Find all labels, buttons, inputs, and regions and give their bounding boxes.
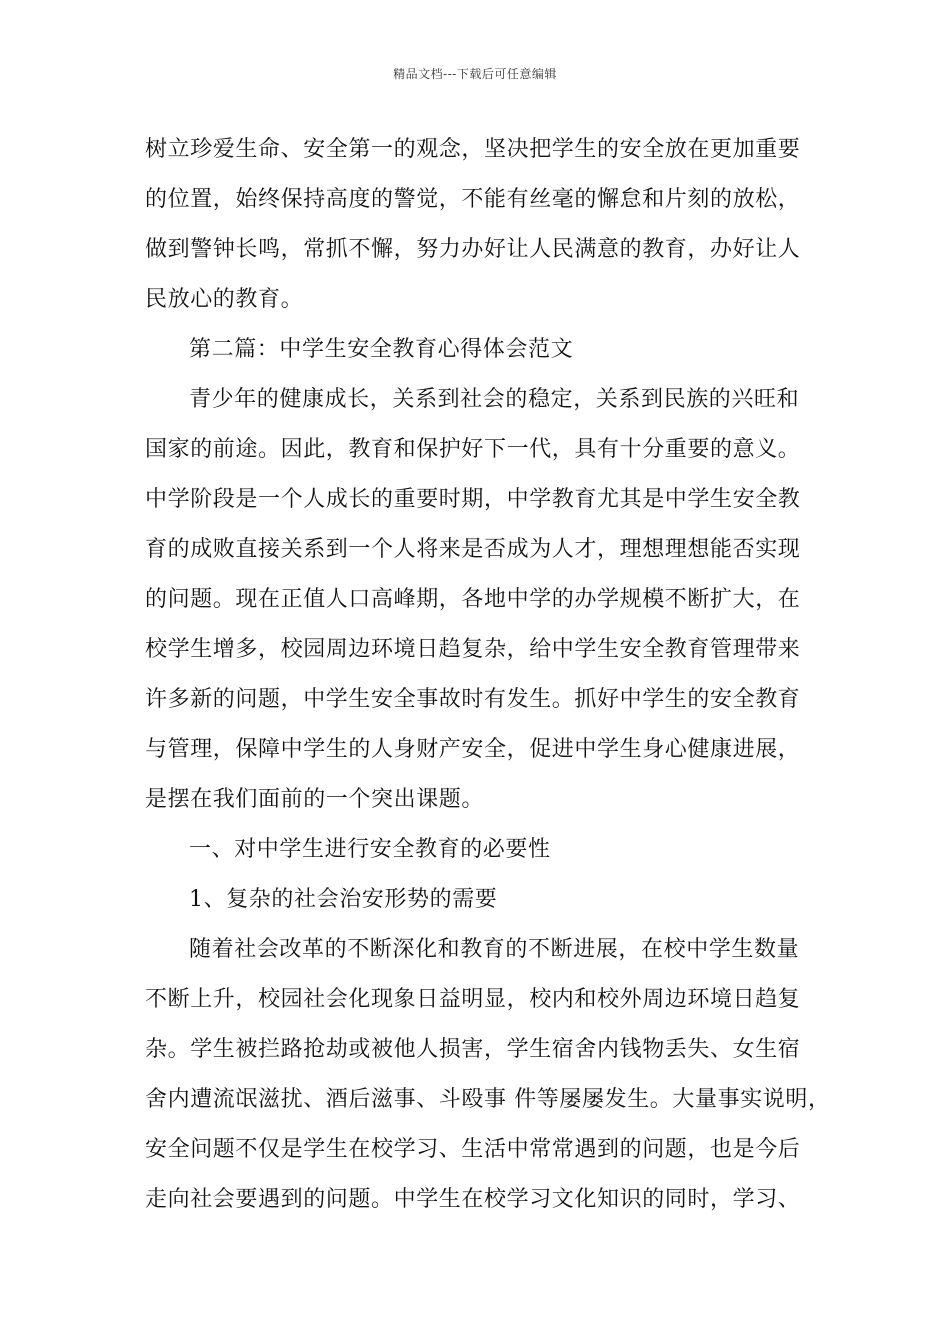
text-line: 青少年的健康成长，关系到社会的稳定，关系到民族的兴旺和	[189, 387, 800, 412]
text-line: 的问题。现在正值人口高峰期，各地中学的办学规模不断扩大，在	[145, 587, 801, 612]
text-line: 与管理，保障中学生的人身财产安全，促进中学生身心健康进展，	[145, 737, 801, 762]
text-line: 许多新的问题，中学生安全事故时有发生。抓好中学生的安全教育	[145, 687, 801, 712]
section-heading: 第二篇：中学生安全教育心得体会范文	[189, 337, 574, 362]
text-line: 不断上升，校园社会化现象日益明显，校内和校外周边环境日趋复	[145, 987, 801, 1012]
text-line: 随着社会改革的不断深化和教育的不断进展，在校中学生数量	[189, 937, 800, 962]
page-header: 精品文档---下载后可任意编辑	[393, 67, 557, 81]
text-line: 做到警钟长鸣，常抓不懈，努力办好让人民满意的教育，办好让人	[145, 237, 801, 262]
text-line: 是摆在我们面前的一个突出课题。	[145, 787, 485, 812]
text-line: 安全问题不仅是学生在校学习、生活中常常遇到的问题，也是今后	[145, 1137, 801, 1162]
text-line: 校学生增多，校园周边环境日趋复杂，给中学生安全教育管理带来	[145, 637, 801, 662]
text-line: 育的成败直接关系到一个人将来是否成为人才，理想理想能否实现	[145, 537, 801, 562]
text-line: 的位置，始终保持高度的警觉，不能有丝毫的懈怠和片刻的放松，	[145, 187, 801, 212]
text-line: 杂。学生被拦路抢劫或被他人损害，学生宿舍内钱物丢失、女生宿	[145, 1037, 801, 1062]
text-line: 走向社会要遇到的问题。中学生在校学习文化知识的同时，学习、	[145, 1187, 801, 1212]
text-line: 民放心的教育。	[145, 287, 304, 312]
text-line: 国家的前途。因此，教育和保护好下一代，具有十分重要的意义。	[145, 437, 801, 462]
text-line: 舍内遭流氓滋扰、酒后滋事、斗殴事 件等屡屡发生。大量事实说明，	[145, 1087, 831, 1112]
sub-heading: 1、复杂的社会治安形势的需要	[189, 887, 498, 912]
section-heading: 一、对中学生进行安全教育的必要性	[189, 837, 551, 862]
text-line: 树立珍爱生命、安全第一的观念，坚决把学生的安全放在更加重要	[145, 137, 801, 162]
text-line: 中学阶段是一个人成长的重要时期，中学教育尤其是中学生安全教	[145, 487, 801, 512]
